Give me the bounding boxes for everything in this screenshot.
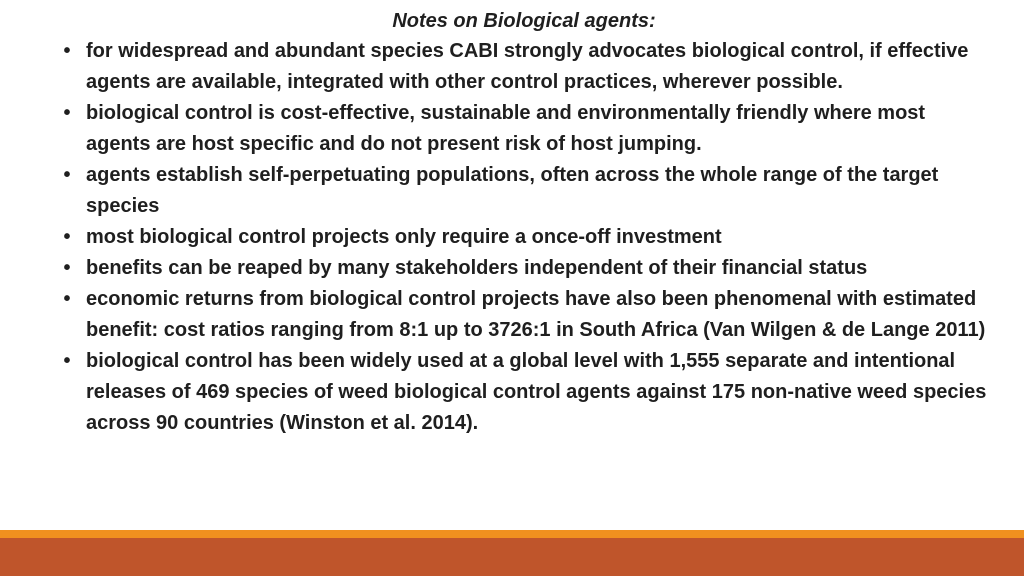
- bullet-text: agents establish self-perpetuating populations, often across the whole range of the target species: [86, 164, 939, 217]
- bullet-text: biological control is cost-effective, sustainable and environmentally friendly where most agents are host specific and do not present risk of host jumping.: [86, 102, 926, 155]
- bullet-icon: •: [63, 257, 71, 279]
- bullet-item: [60, 160, 990, 222]
- bullet-icon: •: [63, 288, 71, 310]
- bullet-text: economic returns from biological control projects have also been phenomenal with estimated benefit: cost ratios ranging from 8:1 up to 3726:1 in South Africa (Van Wilgen & de Lange 2011): [86, 288, 986, 341]
- bullet-text: most biological control projects only require a once-off investment: [86, 226, 722, 248]
- bullet-text: benefits can be reaped by many stakeholders independent of their financial status: [86, 257, 868, 279]
- bullet-icon: •: [63, 226, 71, 248]
- bullet-item: [60, 253, 990, 284]
- bullet-icon: •: [63, 102, 71, 124]
- slide-title: Notes on Biological agents:: [392, 10, 656, 32]
- footer-accent-stripe: [0, 530, 1024, 538]
- bullet-item: [60, 222, 990, 253]
- bullet-item: [60, 98, 990, 160]
- bullet-item: [60, 284, 990, 346]
- bullet-list: [60, 36, 990, 439]
- bullet-text: for widespread and abundant species CABI strongly advocates biological control, if effective agents are available, integrated with other control practices, wherever possible.: [86, 40, 969, 93]
- bullet-item: [60, 36, 990, 98]
- bullet-icon: •: [63, 40, 71, 62]
- bullet-item: [60, 346, 990, 439]
- bullet-text: biological control has been widely used at a global level with 1,555 separate and intentional releases of 469 species of weed biological control agents against 175 non-native weed species across 90 countries (Winston et al. 2014).: [86, 350, 987, 434]
- footer-band: [0, 538, 1024, 576]
- bullet-icon: •: [63, 164, 71, 186]
- bullet-icon: •: [63, 350, 71, 372]
